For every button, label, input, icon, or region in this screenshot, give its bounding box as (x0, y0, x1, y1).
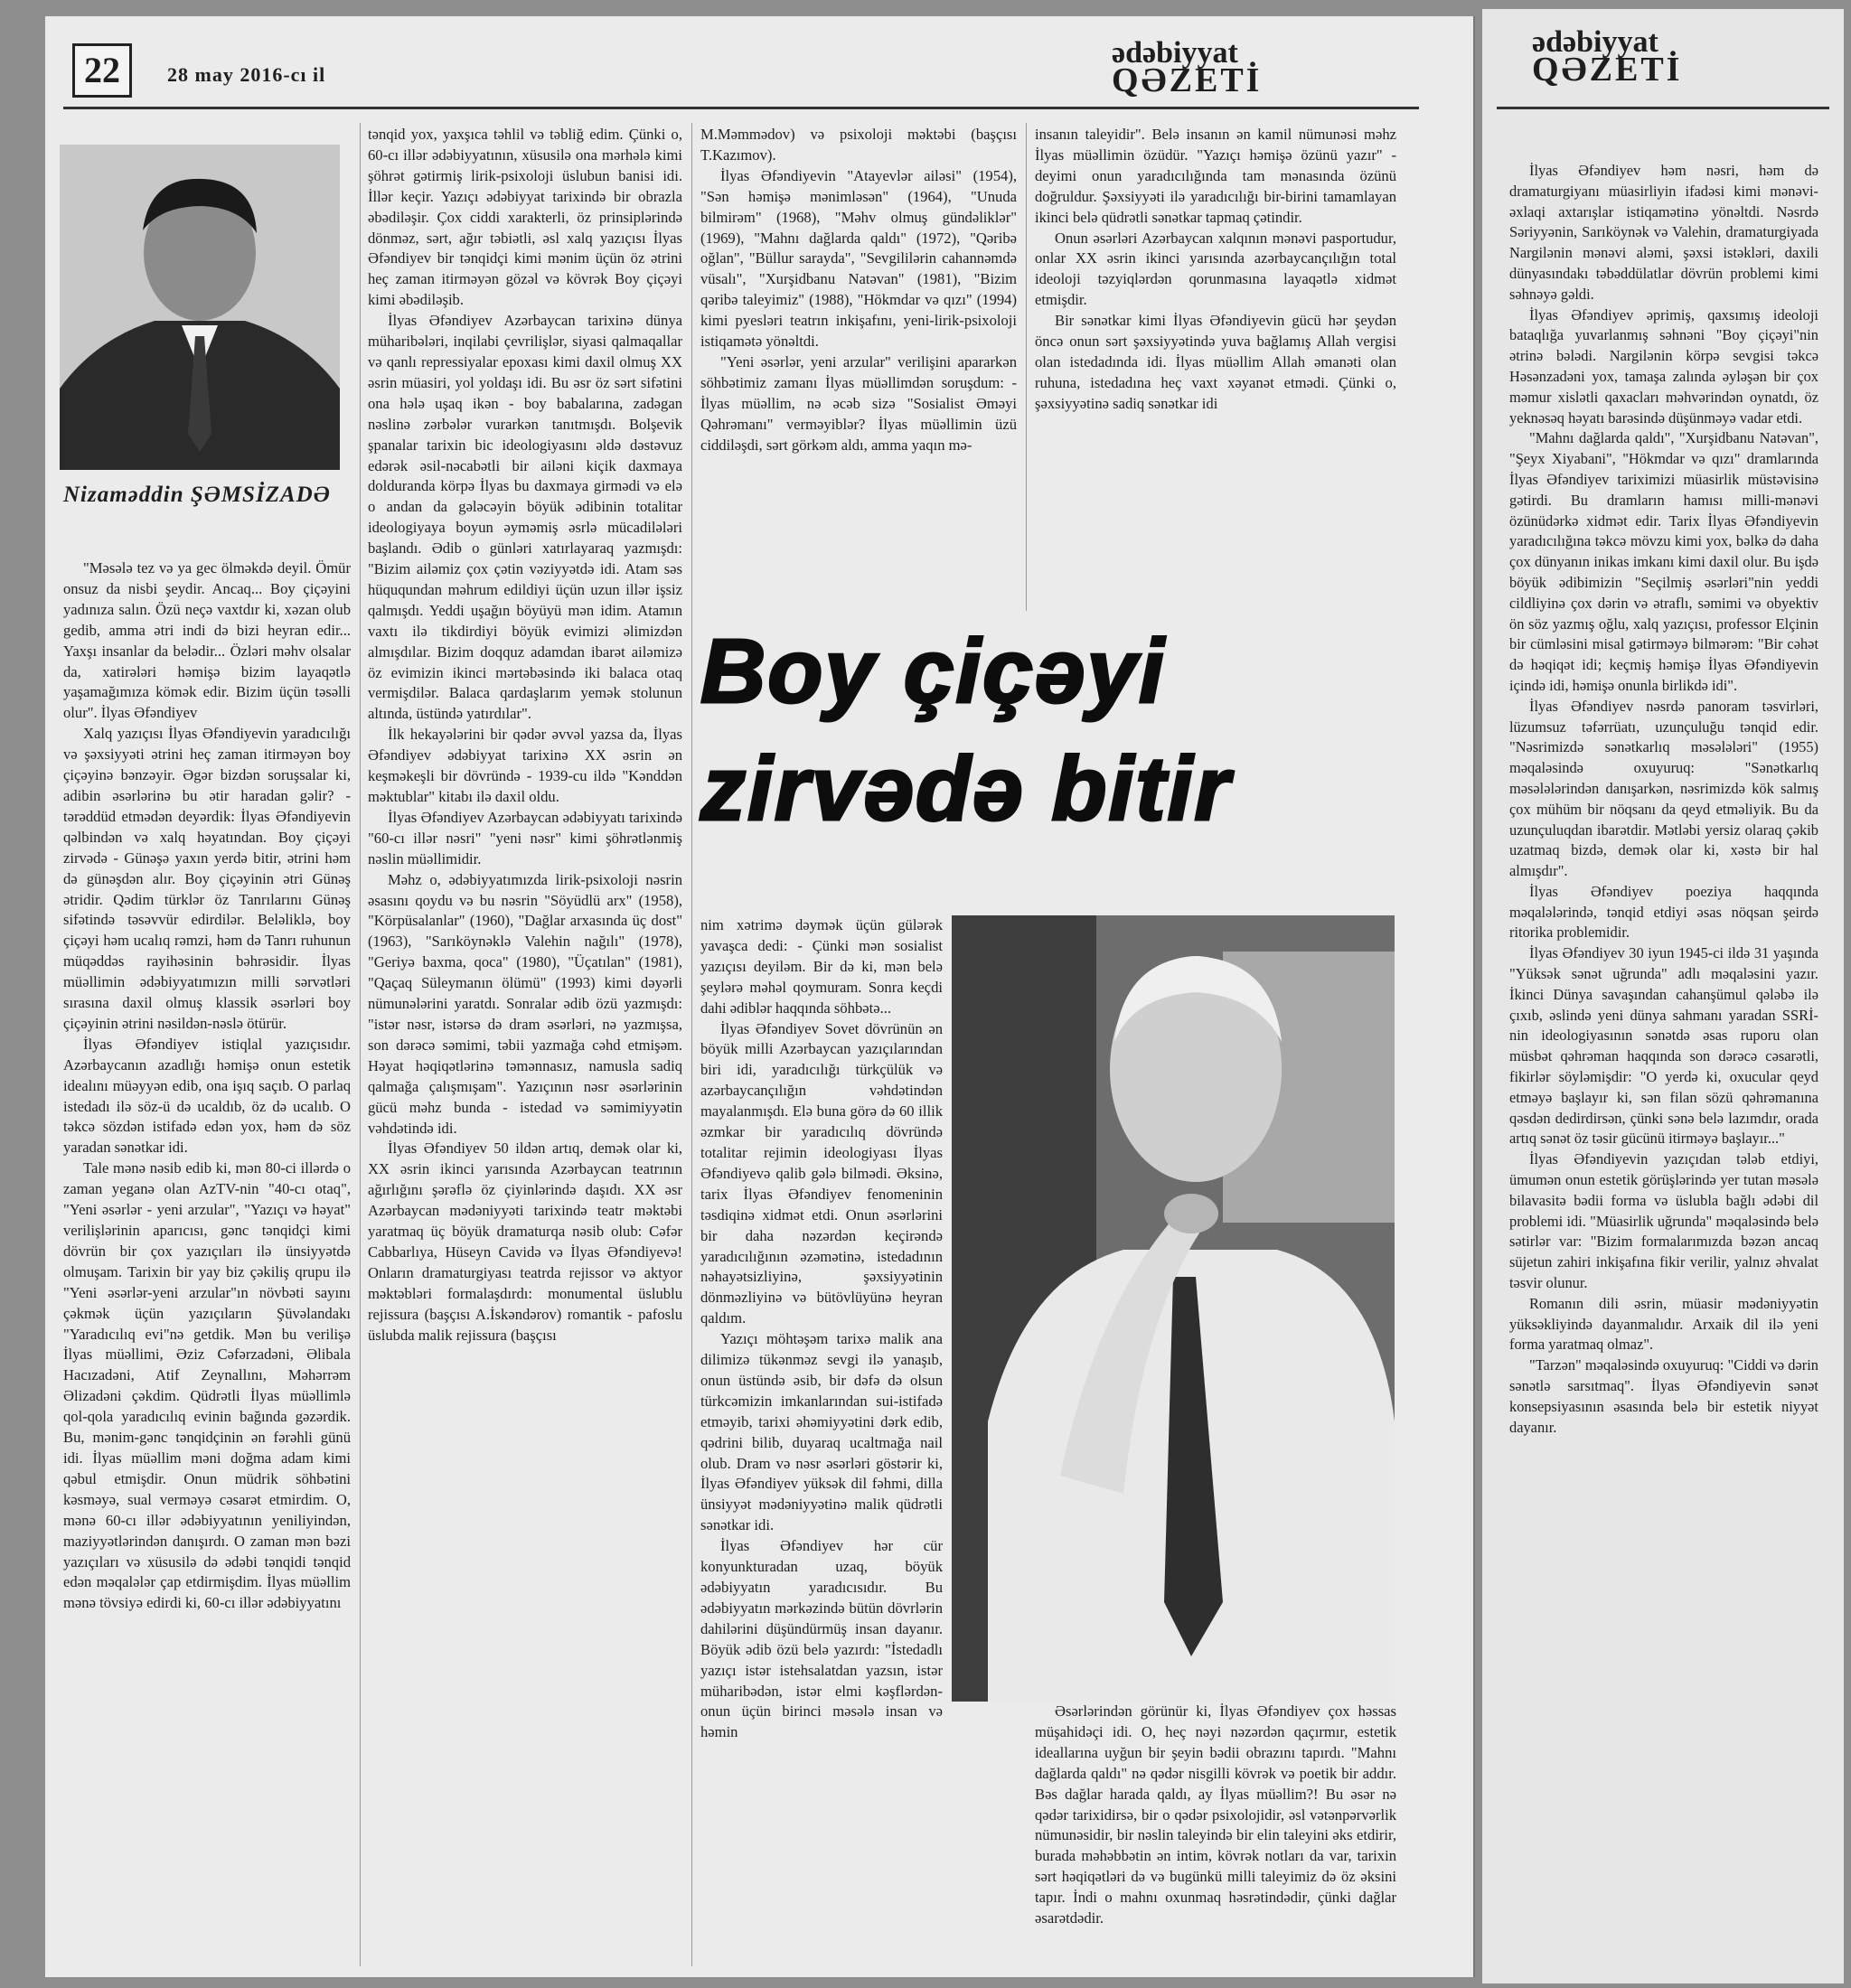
article-paragraph: Yazıçı möhtəşəm tarixə malik ana dilimizə tükənməz sevgi ilə yanaşıb, onun üstündə əsib, bir dəfə də olsun türkcəmizin imkanlarından sui-istifadə etməyib, tarixi əhəmiyyətini dərk edib, qədrini bilib, duyaraq ucaltmağa nail olub. Dram və nəsr əsərləri göstərir ki, İlyas Əfəndiyev yüksək dil fəhmi, dilla ünsiyyət mədəniyyətinə malik qüdrətli sənətkar idi. (700, 1330, 943, 1534)
article-paragraph: İlyas Əfəndiyev istiqlal yazıçısıdır. Azərbaycanın azadlığı həmişə onun estetik idealını müəyyən edib, ona işıq saçıb. O parlaq istedadı ilə söz-ü də ucaldıb, öz də ucalıb. O təkcə sözdən istifadə edən yox, həm də söz yaradan sənətkar idi. (63, 1035, 351, 1157)
logo-line2: QƏZETİ (1112, 61, 1263, 99)
article-paragraph: Romanın dili əsrin, müasir mədəniyyətin yüksəkliyində dayanmalıdır. Arxaik dil ilə yeni forma yaratmaq olmaz". (1509, 1294, 1818, 1354)
article-column-3 (700, 125, 1017, 456)
logo-line1: ədəbiyyat (1532, 25, 1658, 59)
column-divider (1026, 123, 1027, 611)
article-paragraph: İlyas Əfəndiyev 50 ildən artıq, demək olar ki, XX əsrin ikinci yarısında Azərbaycan teatrının ağırlığını şərəflə öz çiyinlərində daşıdı. XX əsr Azərbaycan mədəniyyəti tarixində teatr məktəbi yaratmaq üç böyük dramaturqa nəsib olub: Cəfər Cabbarlıya, Hüseyn Cavidə və İlyas Əfəndiyevə! Onların dramaturgiyası teatrda rejissor və aktyor məktəbləri formalaşdırdı: monumental üslublu rejissura (başçısı A.İskəndərov) romantik - pafoslu üslubda malik rejissura (başçısı (368, 1139, 682, 1344)
article-paragraph: İlyas Əfəndiyev həm nəsri, həm də dramaturgiyanı müasirliyin ifadəsi kimi mənəvi-əxlaqi axtarışlar istiqamətinə yönəltdi. Nəsrdə Səriyyənin, Sarıköynək və Valehin, dramaturgiyada Nargilənin mənəvi aləmi, şəxsi istəkləri, daxili dünyasındakı təbəddülatlar dövrün problemi kimi səhnəyə gəldi. (1509, 162, 1818, 303)
article-paragraph: Məhz o, ədəbiyyatımızda lirik-psixoloji nəsrin əsasını qoydu və bu nəsrin "Söyüdlü arx" (1958), "Körpüsalanlar" (1960), "Dağlar arxasında üç dost" (1963), "Sarıköynəklə Valehin nağılı" (1978), "Geriyə baxma, qoca" (1980), "Üçatılan" (1981), "Qaçaq Süleymanın ölümü" (1993) kimi dəyərli nümunələrini yaratdı. Sonralar ədib özü yazmışdı: "istər nəsr, istərsə də dram əsərləri, nə yazmışsa, son dərəcə səmimi, təbii yazmağa cəhd etmişəm. Həyat həqiqətlərinə təmənnasız, namusla sadiq qalmağa çalışmışam". Yazıçının nəsr əsərlərinin gücü məhz bunda - istedad və səmimiyyətin vəhdətində idi. (368, 870, 682, 1137)
logo-line1: ədəbiyyat (1112, 36, 1238, 70)
newspaper-logo (1112, 38, 1262, 98)
newspaper-logo (1532, 27, 1682, 87)
article-paragraph: insanın taleyidir". Belə insanın ən kamil nümunəsi məhz İlyas müəllimin özüdür. "Yazıçı həmişə özünü yazır" - deyimi onun yaradıcılığında tam mənasında özünü doğruldur. Şəxsiyyəti ilə yaradıcılığı bir-birini tamamlayan ikinci belə qüdrətli sənətkar tapmaq çətindir. (1035, 126, 1396, 226)
article-paragraph: İlyas Əfəndiyev Azərbaycan ədəbiyyatı tarixində "60-cı illər nəsri" "yeni nəsr" kimi şöhrətlənmiş nəslin müəllimidir. (368, 808, 682, 867)
article-paragraph: tənqid yox, yaxşıca təhlil və təbliğ edim. Çünki o, 60-cı illər ədəbiyyatının, xüsusilə ona mərhələ kimi şöhrət gətirmiş lirik-psixoloji üslubun banisi idi. İllər keçir. Yazıçı ədəbiyyat tarixində bir obrazla əbədiləşir. Çox ciddi xarakterli, öz prinsiplərində dönməz, sərt, ağır təbiətli, əsl xalq yazıçısı İlyas Əfəndiyev bir tənqidçi kimi mənim üçün öz ətrini heç zaman itirməyən gözəl və kövrək Boy çiçəyi kimi əbədiləşib. (368, 126, 682, 309)
header-rule (63, 107, 1419, 109)
article-paragraph: İlyas Əfəndiyev hər cür konyunkturadan uzaq, böyük ədəbiyyatın yaradıcısıdır. Bu ədəbiyyatın mərkəzində bütün dövrlərin dahilərini düşündürmüş insan dayanır. Böyük ədib özü belə yazırdı: "İstedadlı yazıçı istər istehsalatdan yazsın, istər müharibədən, istər elmi kəşflərdən-onun üçün birinci məsələ insan və həmin (700, 1537, 943, 1741)
article-paragraph: "Tarzən" məqaləsində oxuyuruq: "Ciddi və dərin sənətlə sarsıtmaq". İlyas Əfəndiyevin sənət konsepsiyasının əsasında belə bir estetik niyyət dayanır. (1509, 1356, 1818, 1436)
article-paragraph: "Məsələ tez və ya gec ölməkdə deyil. Ömür onsuz da nisbi şeydir. Ancaq... Boy çiçəyini yadınıza salın. Özü neçə vaxtdır ki, xəzan olub gedib, amma ətri indi də bizi heyran edir... Yaxşı insanlar da belədir... Özləri məhv olsalar da, xatirələri həmişə bizim layaqətlə yaşamağımıza kömək edir. Bizim üçün təsəlli olur". İlyas Əfəndiyev (63, 559, 351, 722)
page2-column (1509, 161, 1818, 1438)
article-paragraph: İlyas Əfəndiyev nəsrdə panoram təsvirləri, lüzumsuz təfərrüatı, uzunçuluğu tənqid edir. "Nəsrimizdə sənətkarlıq məsələləri" (1955) məqaləsində oxuyuruq: "Sənətkarlıq məsələlərindən danışarkən, nəsrimizdə kök salmış çox mühüm bir nöqsanı da qeyd etməliyik. Bu da uzunçuluqdan ibarətdir. Mətləbi yersiz olaraq çəkib uzatmaq bizdə, demək olar ki, xəstə bir hal almışdır". (1509, 697, 1818, 880)
logo-line2: QƏZETİ (1532, 51, 1683, 89)
article-paragraph: İlyas Əfəndiyev poeziya haqqında məqalələrində, tənqid etdiyi əsas nöqsan şeirdə ritorika problemidir. (1509, 882, 1818, 942)
article-paragraph: "Mahnı dağlarda qaldı", "Xurşidbanu Natəvan", "Şeyx Xiyabani", "Hökmdar və qızı" dramlarında İlyas Əfəndiyev tariximizi müasirlik müstəvisinə gətirdi. Bu dramların hamısı milli-mənəvi özünüdərkə xidmət edir. Tarix İlyas Əfəndiyevin yaradıcılığına təkcə mövzu kimi yox, bəlkə də daha çox dünyanın inikas imkanı kimi daxil olur. Bu işdə böyük ədibimizin "Seçilmiş əsərləri"nin yeddi cildliyinə çox dərin və ətraflı, səmimi və obyektiv ön söz yazmış oğlu, xalq yazıçısı, professor Elçinin bir cümləsini misal gətirməyə bilmərəm: "Bir cəhət də həqiqət idi; keçmiş həmişə İlyas Əfəndiyevin içində idi, həmişə onunla birlikdə idi". (1509, 429, 1818, 694)
subject-photo (952, 915, 1395, 1702)
issue-date: 28 may 2016-cı il (167, 63, 326, 86)
headline-line-1: Boy çiçəyi (700, 621, 1166, 722)
article-paragraph: "Yeni əsərlər, yeni arzular" verilişini apararkən söhbətimiz zamanı İlyas müəllimdən soruşdum: - İlyas müəllim, nə əcəb sizə "Sosialist Əməyi Qəhrəmanı" verməyiblər? İlyas müəllimin üzü ciddiləşdi, sərt görkəm aldı, amma yaqın mə- (700, 352, 1017, 454)
article-column-2 (368, 125, 682, 1346)
author-photo (60, 145, 340, 470)
article-paragraph: İlyas Əfəndiyev əprimiş, qaxsımış ideoloji bataqlığa yuvarlanmış səhnəni "Boy çiçəyi"nin ətrinə bələdi. Nargilənin körpə sevgisi təkcə Həsənzadəni yox, tamaşa zalında əyləşən bir çox məmur xislətli qaxacları məhvərindən oynatdı, öz yeknəsəq həyatı barəsində düşünməyə vadar etdi. (1509, 305, 1818, 427)
article-column-4b (1035, 1702, 1396, 1929)
article-paragraph: Xalq yazıçısı İlyas Əfəndiyevin yaradıcılığı və şəxsiyyəti ətrini heç zaman itirməyən boy çiçəyinə bənzəyir. Əgər bizdən soruşsalar ki, adibin əsərlərinə bu ətir haradan gəlir? -tərəddüd etmədən deyərdik: İlyas Əfəndiyevin qəlbindən və xalq həyatından. Boy çiçəyi zirvədə - Günəşə yaxın yerdə bitir, ətrini həm də günəşdən alır. Boy çiçəyinin ətri Günəş ətridir. Qədim türklər öz Tanrılarını Günəş sifətində təsəvvür edirdilər. Beləliklə, boy çiçəyi həm ucalıq rəmzi, həm də Tanrı ruhunun müqəddəs rayihəsinin bəhrəsidir. İlyas müəllimin ədəbiyyatımızın milli sərvətləri sırasına daxil olmuş klassik əsərləri boy çiçəyinin ətrini nəsildən-nəslə ötürür. (63, 725, 351, 1032)
column-divider (691, 123, 692, 1966)
article-paragraph: İlyas Əfəndiyev Azərbaycan tarixinə dünya müharibələri, inqilabi çevrilişlər, siyasi qalmaqallar və qanlı repressiyalar epoxası kimi daxil olmuş XX əsrin müasiri, yol yoldaşı idi. Bu əsr öz sərt sifətini ona hələ uşaq ikən - boy babalarına, zadəgan nəslinə zərbələr vurarkən tanıtmışdı. Bolşevik şpanalar tarixin bic ideologiyasını əldə dəstəvuz edərək əsil-nəcabətli bir ailəni kiçik daxmaya dolduranda körpə İlyas bu daxmaya girmədi və elə o andan da gələcəyin böyük ədibinin totalitar ideologiyaya boyun əyməmiş əsrlə mücadilələri başlandı. Ədib o günləri xatırlayaraq yazmışdı: "Bizim ailəmiz çox çətin vəziyyətdə idi. Atam səs hüququndan məhrum edildiyi üçün uzun illər işsiz qalmışdı. Yeddi uşağın böyüyü mən idim. Atamın vaxtı ilə tikdirdiyi böyük evimizi əlimizdən almışdılar. Bizim doqquz adamdan ibarət ailəmizə öz evimizin ikinci mərtəbəsində iki balaca otaq vermişdilər. Balaca qardaşlarım yemək stolunun altında, üstündə yatırdılar". (368, 312, 682, 723)
article-paragraph: nim xətrimə dəymək üçün gülərək yavaşca dedi: - Çünki mən sosialist yazıçısı deyiləm. Bir də ki, mən belə şeylərə məhəl qoymuram. Sonra keçdi dahi ədiblər haqqında söhbətə... (700, 916, 943, 1017)
article-paragraph: Tale mənə nəsib edib ki, mən 80-ci illərdə o zaman yeganə olan AzTV-nin "40-cı otaq", "Yeni əsərlər - yeni arzular", "Yazıçı və həyat" verilişlərinin aparıcısı, gənc tənqidçi kimi dövrün bir çox yazıçıları ilə ünsiyyətdə olmuşam. Tarixin bir yay biz çəkiliş qrupu ilə "Yeni əsərlər-yeni arzular"ın növbəti sayını çəkmək üçün yazıçıların Şüvəlandakı "Yaradıcılıq evi"nə getdik. Mən bu verilişə İlyas müəllimi, Əziz Cəfərzadəni, Əlibala Hacızadəni, Atif Zeynallını, Məhərrəm Əlizadəni çəkdim. Qüdrətli İlyas müəllimlə qol-qola yaradıcılıq evinin bağında gəzərdik. Bu, mənim-gənc tənqidçinin ən fərəhli günü idi. İlyas müəllim məni doğma adam kimi qəbul etmişdir. Onun müdrik söhbətini kəsməyə, sual verməyə cəsarət etmirdim. O, mənə 60-cı illər ədəbiyyatının yeniliyindən, maziyyətlərindən danışırdı. O zaman mən bəzi yazıçıları və xüsusilə də ədəbi tənqidi tənqid edən məqalələr çap etdirmişdim. İlyas müəllim mənə tövsiyə edirdi ki, 60-cı illər ədəbiyyatını (63, 1159, 351, 1612)
article-paragraph: İlyas Əfəndiyevin yazıçıdan tələb etdiyi, ümumən onun estetik görüşlərində yer tutan məsələ bilavasitə bədii forma və üslubla bağlı ədəbi dil problemi idi. "Müasirlik uğrunda" məqaləsində belə sətirlər var: "Bizim formalarımızda bəzən ancaq süjetun zahiri inkişafına fikir verilir, yalnız əhvalat təsvir olunur. (1509, 1150, 1818, 1292)
article-column-1 (63, 558, 351, 1614)
page-number: 22 (72, 43, 132, 98)
article-paragraph: İlk hekayələrini bir qədər əvvəl yazsa da, İlyas Əfəndiyev ədəbiyyat tarixinə XX əsrin ən keşməkeşli bir dövründə - 1939-cu ildə "Kənddən məktublar" kitabı ilə daxil oldu. (368, 726, 682, 805)
column-divider (360, 123, 361, 1966)
article-paragraph: Onun əsərləri Azərbaycan xalqının mənəvi pasportudur, onlar XX əsrin ikinci yarısında azərbaycançılığın total ideoloji təzyiqlərdən qorunmasına layaqətlə xidmət etmişdir. (1035, 229, 1396, 309)
newspaper-page-right (1482, 9, 1844, 1983)
article-paragraph: İlyas Əfəndiyevin "Atayevlər ailəsi" (1954), "Sən həmişə mənimləsən" (1964), "Unuda bilmirəm" (1968), "Məhv olmuş gündəliklər" (1969), "Mahnı dağlarda qaldı" (1972), "Qəribə oğlan", "Büllur sarayda", "Sevgililərin cahannəmdə vüsalı", "Xurşidbanu Natəvan" (1981), "Bizim qəribə taleyimiz" (1988), "Hökmdar və qızı" (1994) kimi pyesləri teatrın inkişafını, yeni-lirik-psixoloji istiqamətə yönəltdi. (700, 166, 1017, 351)
newspaper-page-22 (45, 16, 1475, 1977)
author-byline: Nizaməddin ŞƏMSİZADƏ (63, 483, 331, 507)
article-paragraph: İlyas Əfəndiyev 30 iyun 1945-ci ildə 31 yaşında "Yüksək sənət uğrunda" adlı məqaləsini yazır. İkinci Dünya savaşından cahanşümul qələbə ilə çıxıb, əslində yeni dünya sahmanı yaradan SSRİ-nin ideologiyasının sənətdə əsas ruporu olan müsbət qəhrəman haqqında son dərəcə cəsarətli, fikirlər söyləmişdir: "O yerdə ki, oxucular qeyd etməyə başlayır ki, sən filan sözü qəhrəmanına qəsdən dedirdirsən, çünki sənə belə lazımdır, orada artıq sənət öz təsir gücünü itirməyə başlayır..." (1509, 944, 1818, 1148)
headline-line-2: zirvədə bitir (700, 738, 1232, 839)
article-column-3b (700, 915, 943, 1743)
article-column-4 (1035, 125, 1396, 415)
article-paragraph: İlyas Əfəndiyev Sovet dövrünün ən böyük milli Azərbaycan yazıçılarından biri idi, yaradıcılığı türkçülük və azərbaycançılığın vəhdətindən mayalanmışdı. Elə buna görə də 60 illik əzmkar bir yaradıcılıq dövründə totalitar rejimin ideologiyası İlyas Əfəndiyevə qalib gələ bilmədi. Əksinə, tarix İlyas Əfəndiyev fenomeninin təsdiqinə xidmət etdi. Onun əsərlərini bir daha nəzərdən keçirəndə yaradıcılığının əzəmətinə, istedadının nəhayətsizliyinə, şəxsiyyətinin dönməzliyinə və bütövlüyünə heyran qaldım. (700, 1019, 943, 1327)
article-paragraph: Əsərlərindən görünür ki, İlyas Əfəndiyev çox həssas müşahidəçi idi. O, heç nəyi nəzərdən qaçırmır, estetik ideallarına uyğun bir şeyin bədii obrazını tapırdı. "Mahnı dağlarda qaldı" nə qədər nisgilli kövrək və poetik bir addır. Bəs dağlar harada qaldı, ay İlyas müəllim?! Bu əsər nə qədər tarixidirsə, bir o qədər psixolojidir, əsl vətənpərvərlik nümunəsidir, bir nəslin taleyində bir elin taleyini əks etdirir, burada məhəbbətin ən intim, kövrək notları da var, tarixin sərt həqiqətləri də və bugünkü milli taleyimiz də öz əksini tapır. İndi o mahnı oxunmaq həsrətindədir, çünki dağlar əsarətdədir. (1035, 1702, 1396, 1927)
article-paragraph: M.Məmmədov) və psixoloji məktəbi (başçısı T.Kazımov). (700, 126, 1017, 164)
article-headline (700, 613, 1423, 848)
article-paragraph: Bir sənətkar kimi İlyas Əfəndiyevin gücü hər şeydən öncə onun sərt şəxsiyyətində yuva bağlamış Allah vergisi olan istedadında idi. İlyas müəllim Allah əmanəti olan ruhuna, istedadına heç vaxt xəyanət etmədi. Çünki o, şəxsiyyətinə sadiq sənətkar idi (1035, 312, 1396, 412)
header-rule (1497, 107, 1829, 109)
